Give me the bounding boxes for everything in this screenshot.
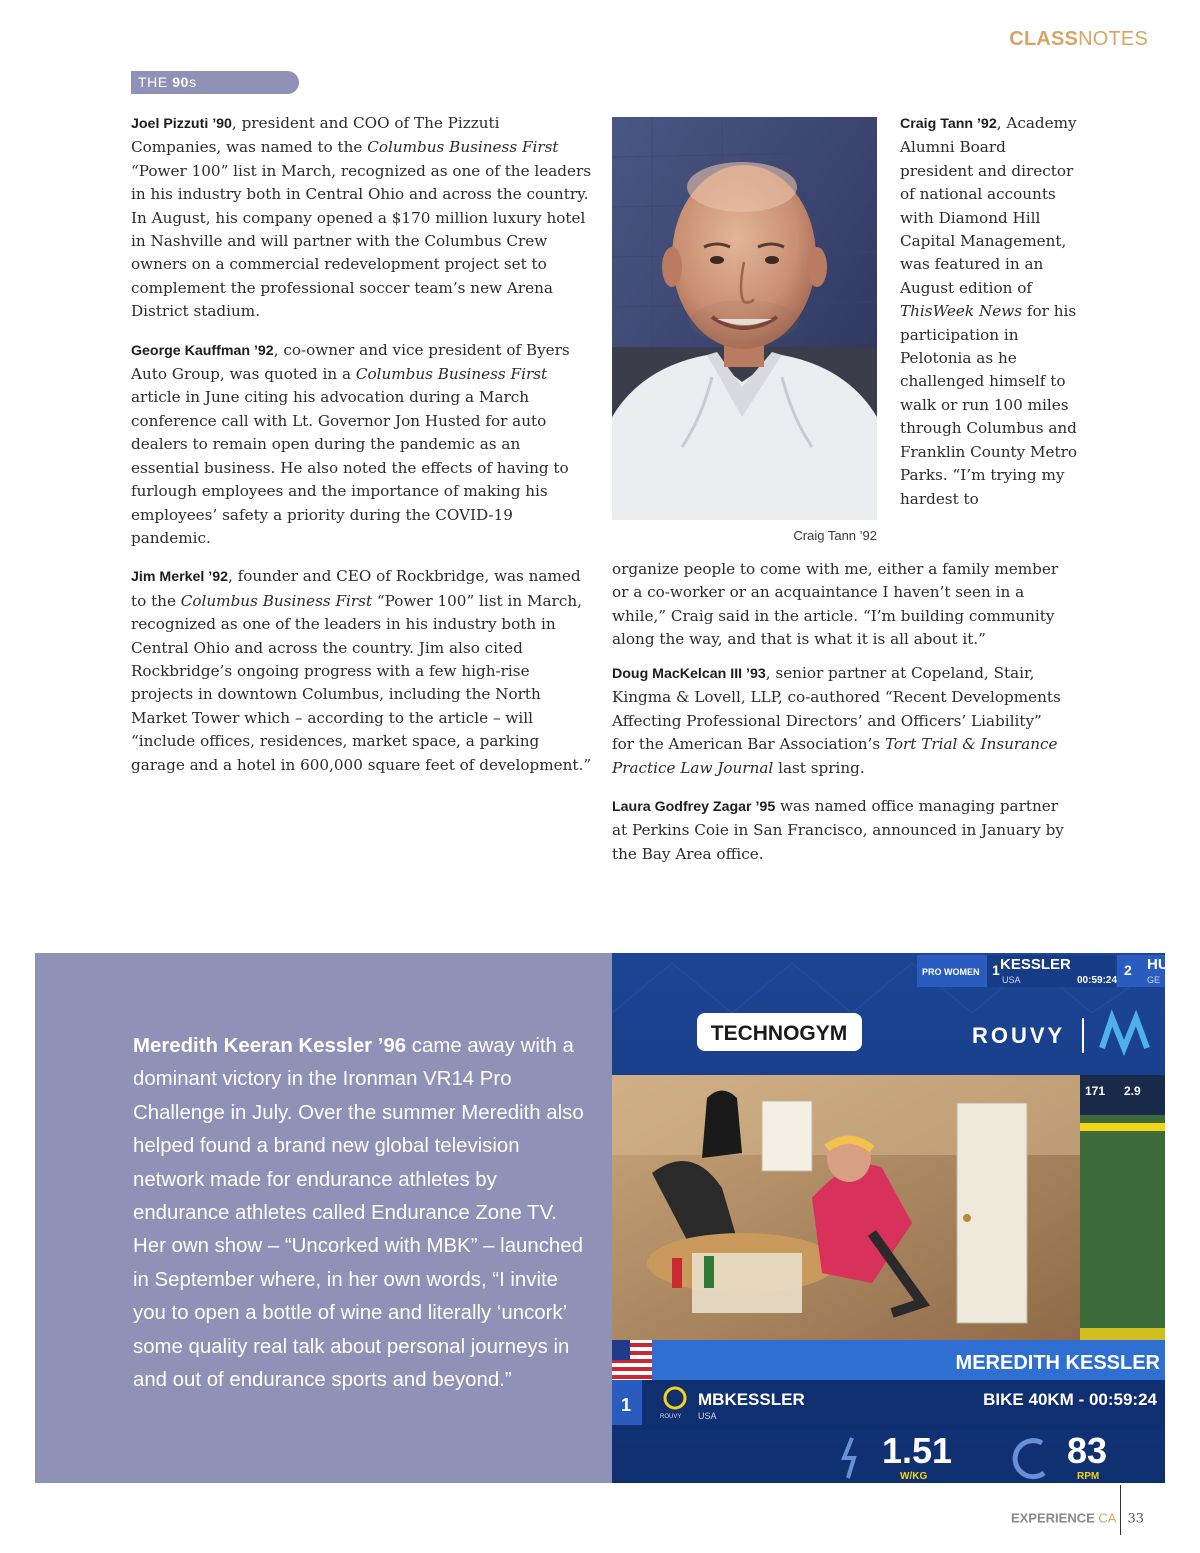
portrait-illustration	[612, 117, 877, 520]
tann-note-continued	[612, 558, 1072, 652]
class-note	[131, 339, 593, 551]
class-note	[900, 112, 1078, 511]
athlete-banner: MEREDITH KESSLER	[955, 1352, 1160, 1374]
page-number: 33	[1127, 1511, 1144, 1527]
class-note	[612, 795, 1068, 866]
tann-note	[900, 112, 1078, 511]
hud-power: 171	[1085, 1084, 1106, 1098]
note-text: “Power 100” list in March, recognized as one of the leaders in his industry both in Central Ohio and across the country. Jim also cited Rockbridge’s ongoing progress with a few high-rise projects in downtown Columbus, including the North Market Tower which – according to the article – will “include offices, residences, market space, a parking garage and a hotel in 600,000 square feet of development.”	[131, 591, 592, 774]
handle-sub: ROUVY	[660, 1414, 682, 1420]
leader-country: USA	[1002, 975, 1021, 985]
feature-body: came away with a dominant victory in the Ironman VR14 Pro Challenge in July. Over the summer Meredith also helped found a brand new global television network made for endurance athletes by endurance athletes called Endurance Zone TV. Her own show – “Uncorked with MBK” – launched in September where, in her own words, “I invite you to open a bottle of wine and literally ‘uncork’ some quality real talk about personal journeys in and out of endurance sports and beyond.”	[133, 1035, 584, 1392]
alumni-name: Jim Merkel ’92	[131, 569, 229, 586]
feature-text	[133, 1030, 588, 1397]
athlete-rank: 1	[621, 1395, 632, 1415]
running-header	[1009, 28, 1148, 51]
alumni-name: Joel Pizzuti ’90	[131, 116, 232, 132]
footer-magazine: EXPERIENCE	[1010, 1510, 1099, 1526]
alumni-name: Craig Tann ’92	[900, 116, 997, 132]
rank-2: 2	[1124, 962, 1132, 978]
leader-time: 00:59:24	[1077, 975, 1118, 986]
note-text: article in June citing his advocation during a March conference call with Lt. Governor Jon Husted for auto dealers to remain open during the pandemic as an essential business. He also noted the effects of having to furlough employees and the importance of making his employees’ safety a priority during the COVID-19 pandemic.	[131, 388, 569, 547]
feature-alumni-name: Meredith Keeran Kessler ’96	[133, 1035, 407, 1057]
athlete-country: USA	[698, 1411, 717, 1421]
broadcast-illustration	[612, 953, 1169, 1483]
note-text: organize people to come with me, either a family member or a co-worker or an acquaintance I haven’t seen in a while,” Craig said in the article. “I’m building community along the way, and that is what it is all about it.”	[612, 560, 1059, 649]
race-broadcast-image	[612, 953, 1169, 1483]
note-text: for his participation in Pelotonia as he challenged himself to walk or run 100 miles through Columbus and Franklin County Metro Parks. “I’m trying my hardest to	[900, 302, 1078, 508]
publication-title: Columbus Business First	[367, 138, 559, 157]
note-text: , founder and CEO of Rockbridge, was named to the	[131, 567, 581, 610]
note-text: , Academy Alumni Board president and director of national accounts with Diamond Hill Capital Management, was featured in an August edition of	[900, 114, 1077, 297]
rank-1: 1	[992, 962, 1000, 978]
publication-title: Tort Trial & Insurance Practice Law Journal	[612, 735, 1058, 777]
publication-title: Columbus Business First	[355, 365, 548, 384]
section-prefix: THE	[138, 74, 173, 90]
wkg-label: W/KG	[900, 1471, 928, 1482]
note-text: , president and COO of The Pizzuti Companies, was named to the	[131, 114, 500, 157]
event-time: BIKE 40KM - 00:59:24	[983, 1390, 1157, 1409]
rpm-value: 83	[1067, 1430, 1108, 1471]
football-poster	[702, 1091, 742, 1159]
note-text: “Power 100” list in March, recognized as one of the leaders in his industry both in Central Ohio and across the country. In August, his company opened a $170 million luxury hotel in Nashville and will partner with the Columbus Crew owners on a commercial redevelopment project set to complement the professional soccer team’s new Arena District stadium.	[131, 161, 592, 321]
alumni-name: Laura Godfrey Zagar ’95	[612, 799, 776, 816]
sponsor-2: ROUVY	[972, 1023, 1066, 1048]
leader-name: KESSLER	[1000, 956, 1071, 973]
publication-title: ThisWeek News	[900, 302, 1023, 321]
note-text: , co-owner and vice president of Byers Auto Group, was quoted in a	[131, 340, 570, 384]
note-text: last spring.	[773, 758, 865, 777]
sponsor-1: TECHNOGYM	[710, 1022, 848, 1045]
top-tag: PRO WOMEN	[922, 967, 980, 977]
alumni-name: George Kauffman ’92	[131, 342, 274, 359]
section-decade: 90	[172, 74, 190, 90]
portrait-photo	[612, 117, 877, 520]
page-footer	[1011, 1503, 1144, 1535]
header-class: CLASS	[1009, 28, 1079, 50]
class-note	[131, 565, 593, 777]
wkg-value: 1.51	[882, 1430, 953, 1471]
footer-divider	[1120, 1485, 1121, 1535]
athlete-handle: MBKESSLER	[698, 1390, 805, 1409]
footer-ca: CA	[1098, 1510, 1117, 1526]
second-name: HU	[1147, 956, 1169, 973]
photo-caption: Craig Tann ’92	[793, 528, 877, 543]
right-column	[612, 662, 1068, 881]
rpm-label: RPM	[1077, 1471, 1100, 1482]
class-note	[612, 662, 1068, 780]
hud-value: 2.9	[1124, 1084, 1141, 1098]
class-note	[131, 112, 593, 324]
section-label	[131, 71, 299, 94]
note-text: , senior partner at Copeland, Stair, Kingma & Lovell, LLP, co-authored “Recent Developments Affecting Professional Directors’ and Officers’ Liability” for the American Bar Association’s	[612, 664, 1061, 754]
header-notes: NOTES	[1078, 28, 1148, 50]
second-country: GE	[1147, 975, 1161, 985]
alumni-name: Doug MacKelcan III ’93	[612, 666, 766, 682]
left-column	[131, 112, 593, 792]
note-text: was named office managing partner at Perkins Coie in San Francisco, announced in January by the Bay Area office.	[612, 797, 1064, 863]
section-suffix: s	[189, 74, 197, 90]
publication-title: Columbus Business First	[180, 591, 373, 610]
